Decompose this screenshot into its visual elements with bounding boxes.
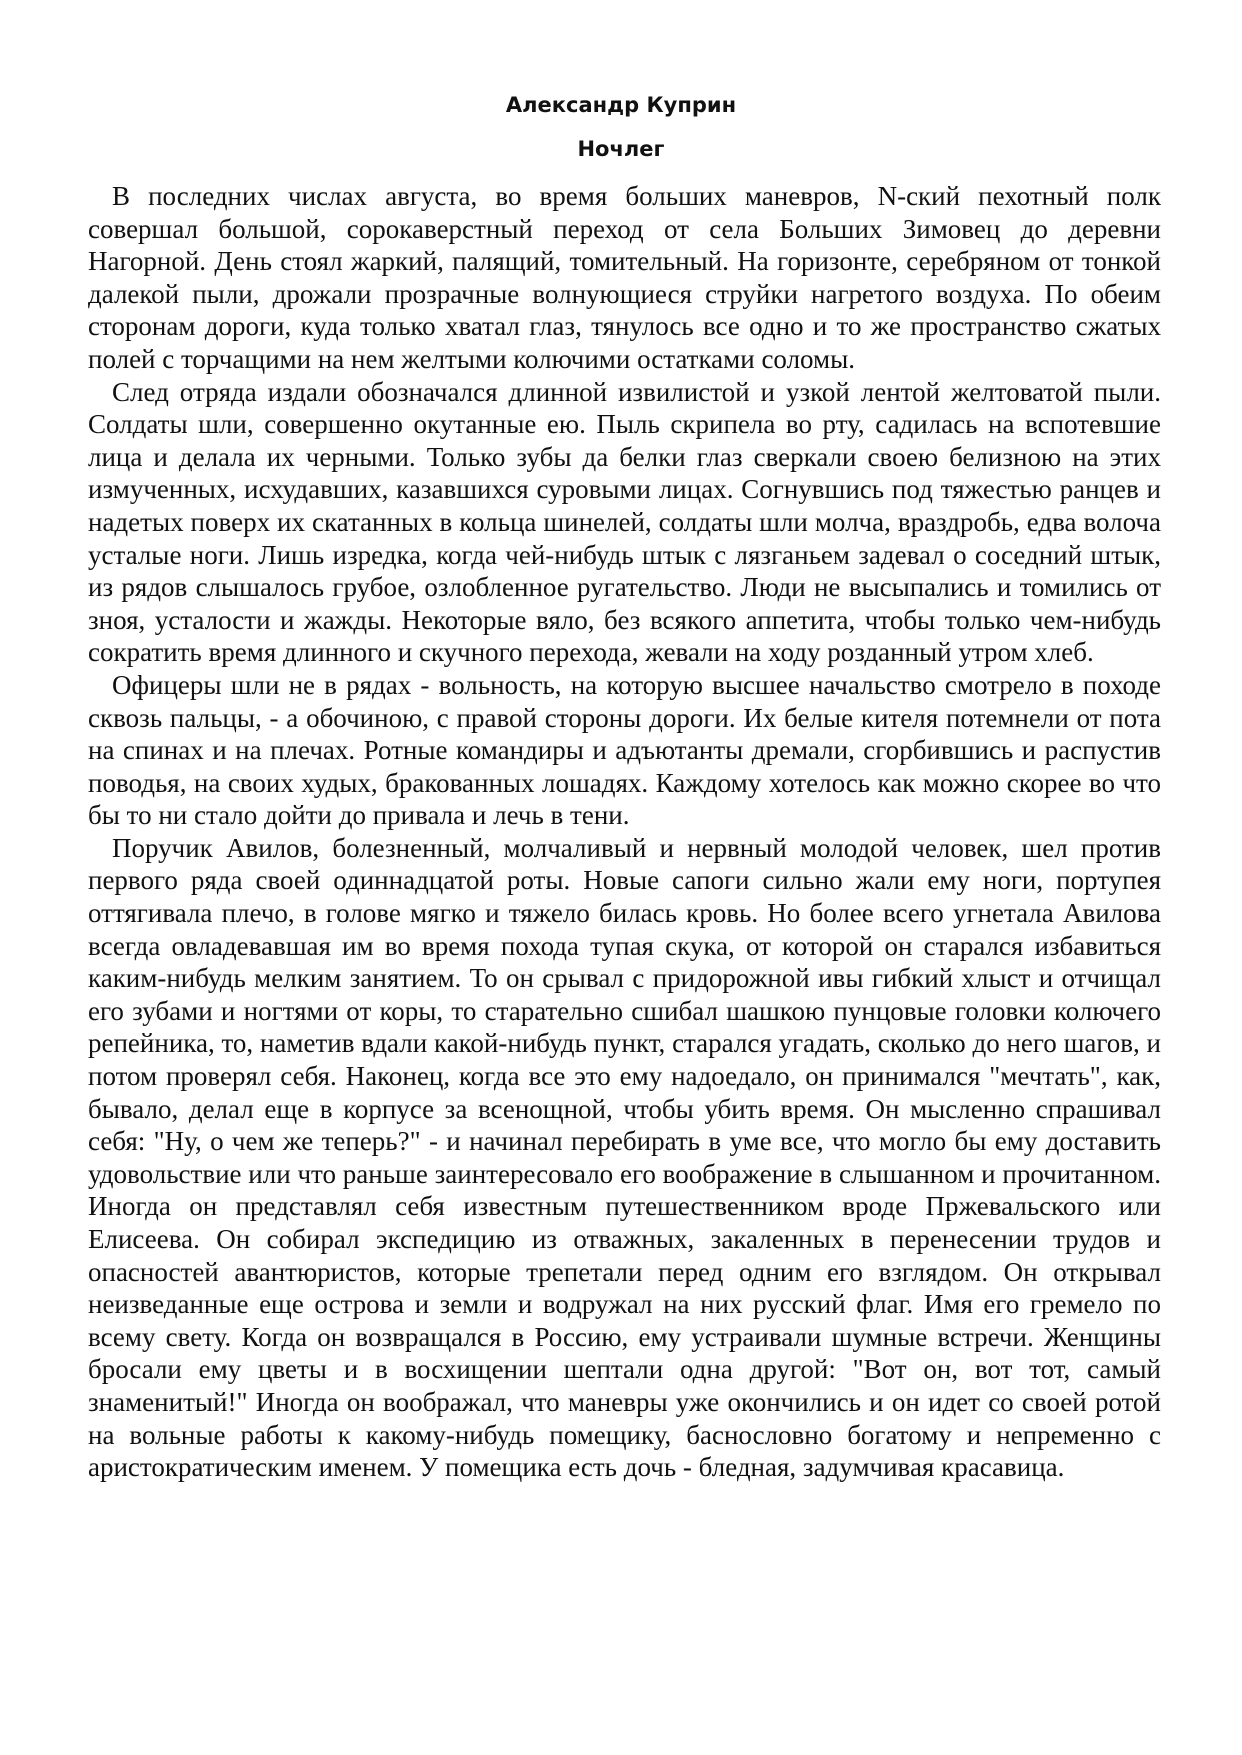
paragraph-2: След отряда издали обозначался длинной извилистой и узкой лентой желтоватой пыли. Солдаты шли, совершенно окутанные ею. Пыль скрипела во рту, садилась на вспотевшие лица и делала их черными. Только зубы да белки глаз сверкали своею белизною на этих измученных, исхудавших, казавшихся суровыми лицах. Согнувшись под тяжестью ранцев и надетых поверх их скатанных в кольца шинелей, солдаты шли молча, враздробь, едва волоча усталые ноги. Лишь изредка, когда чей-нибудь штык с лязганьем задевал о соседний штык, из рядов слышалось грубое, озлобленное ругательство. Люди не высыпались и томились от зноя, усталости и жажды. Некоторые вяло, без всякого аппетита, чтобы только чем-нибудь сократить время длинного и скучного перехода, жевали на ходу розданный утром хлеб. — [88, 376, 1161, 668]
paragraph-1: В последних числах августа, во время больших маневров, N-ский пехотный полк совершал большой, сорокаверстный переход от села Больших Зимовец до деревни Нагорной. День стоял жаркий, палящий, томительный. На горизонте, серебряном от тонкой далекой пыли, дрожали прозрачные волнующиеся струйки нагретого воздуха. По обеим сторонам дороги, куда только хватал глаз, тянулось все одно и то же пространство сжатых полей с торчащими на нем желтыми колючими остатками соломы. — [88, 181, 1161, 374]
author-name: Александр Куприн — [505, 93, 737, 117]
story-body — [88, 180, 1161, 1484]
paragraph-4: Поручик Авилов, болезненный, молчаливый и нервный молодой человек, шел против первого ряда своей одиннадцатой роты. Новые сапоги сильно жали ему ноги, портупея оттягивала плечо, в голове мягко и тяжело билась кровь. Но более всего угнетала Авилова всегда овладевавшая им во время похода тупая скука, от которой он старался избавиться каким-нибудь мелким занятием. То он срывал с придорожной ивы гибкий хлыст и отчищал его зубами и ногтями от коры, то старательно сшибал шашкою пунцовые головки колючего репейника, то, наметив вдали какой-нибудь пункт, старался угадать, сколько до него шагов, и потом проверял себя. Наконец, когда все это ему надоедало, он принимался "мечтать", как, бывало, делал еще в корпусе за всенощной, чтобы убить время. Он мысленно спрашивал себя: "Ну, о чем же теперь?" - и начинал перебирать в уме все, что могло бы ему доставить удовольствие или что раньше заинтересовало его воображение в слышанном и прочитанном. Иногда он представлял себя известным путешественником вроде Пржевальского или Елисеева. Он собирал экспедицию из отважных, закаленных в перенесении трудов и опасностей авантюристов, которые трепетали перед одним его взглядом. Он открывал неизведанные еще острова и земли и водружал на них русский флаг. Имя его гремело по всему свету. Когда он возвращался в Россию, ему устраивали шумные встречи. Женщины бросали ему цветы и в восхищении шептали одна другой: "Вот он, вот тот, самый знаменитый!" Иногда он воображал, что маневры уже окончились и он идет со своей ротой на вольные работы к какому-нибудь помещику, баснословно богатому и непременно с аристократическим именем. У помещика есть дочь - бледная, задумчивая красавица. — [88, 832, 1161, 1483]
paragraph-3: Офицеры шли не в рядах - вольность, на которую высшее начальство смотрело в походе сквозь пальцы, - а обочиною, с правой стороны дороги. Их белые кителя потемнели от пота на спинах и на плечах. Ротные командиры и адъютанты дремали, сгорбившись и распустив поводья, на своих худых, бракованных лошадях. Каждому хотелось как можно скорее во что бы то ни стало дойти до привала и лечь в тени. — [88, 669, 1161, 831]
story-title: Ночлег — [577, 137, 665, 161]
